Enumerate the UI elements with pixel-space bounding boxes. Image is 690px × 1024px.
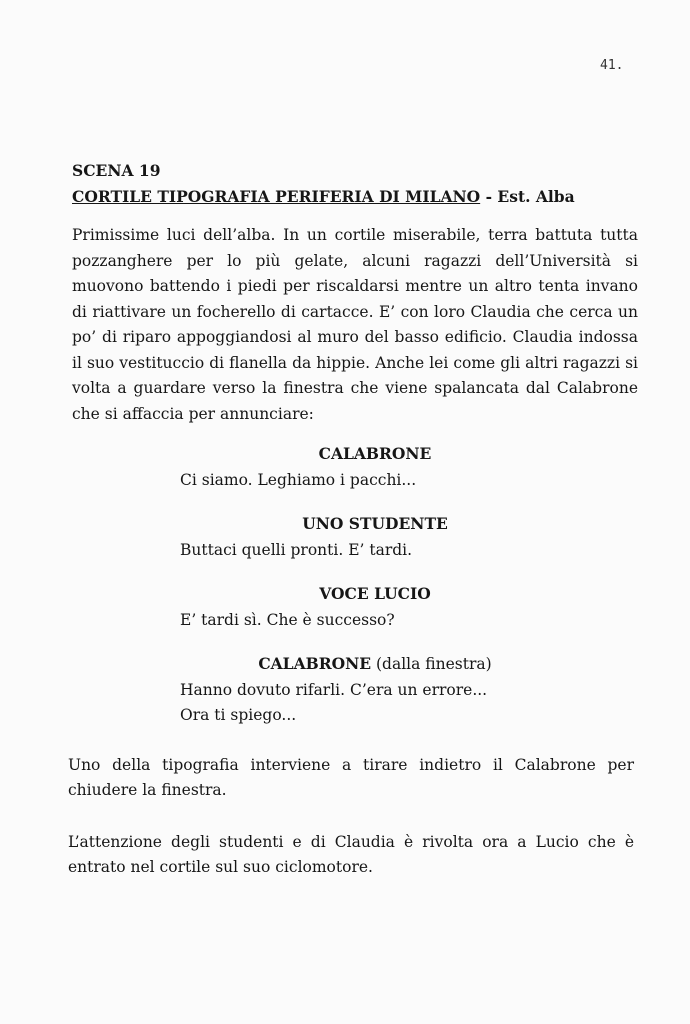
- character-name: [112, 581, 638, 608]
- parenthetical: (dalla finestra): [371, 655, 492, 673]
- dialogue-block: [72, 511, 638, 563]
- dialogue-block: [72, 441, 638, 493]
- action-paragraph: L’attenzione degli studenti e di Claudia è rivolta ora a Lucio che è entrato nel cortile sul suo ciclomotore.: [68, 832, 634, 876]
- scene-time: - Est. Alba: [480, 186, 575, 206]
- character-label: VOCE LUCIO: [319, 584, 431, 603]
- character-name: [112, 441, 638, 468]
- dialogue-line: Ora ti spiego...: [180, 706, 297, 724]
- page-number: 41.: [600, 58, 624, 73]
- character-name: [112, 511, 638, 538]
- action-paragraph: Uno della tipografia interviene a tirare indietro il Calabrone per chiudere la finestra.: [68, 755, 634, 799]
- dialogue-line: E’ tardi sì. Che è successo?: [180, 610, 395, 629]
- scene-number: SCENA 19: [72, 161, 161, 180]
- scene-heading: [72, 184, 638, 210]
- scene-location: CORTILE TIPOGRAFIA PERIFERIA DI MILANO: [72, 186, 481, 206]
- dialogue-line: Hanno dovuto rifarli. C’era un errore...: [180, 680, 488, 699]
- character-label: CALABRONE: [318, 444, 432, 463]
- dialogue-block: [72, 581, 638, 633]
- dialogue-block: [72, 651, 638, 729]
- dialogue-line: Ci siamo. Leghiamo i pacchi...: [180, 470, 417, 489]
- dialogue-line: Buttaci quelli pronti. E’ tardi.: [180, 540, 413, 559]
- character-label: UNO STUDENTE: [302, 514, 448, 533]
- action-paragraph: Primissime luci dell’alba. In un cortile miserabile, terra battuta tutta pozzanghere per lo più gelate, alcuni ragazzi dell’Università si muovono battendo i piedi per riscaldarsi mentre un altro tenta invano di riattivare un focherello di cartacce. E’ con loro Claudia che cerca un po’ di riparo appoggiandosi al muro del basso edificio. Claudia indossa il suo vestituccio di flanella da hippie. Anche lei come gli altri ragazzi si volta a guardare verso la finestra che viene spalancata dal Calabrone che si affaccia per annunciare:: [72, 226, 638, 423]
- script-page-body: [68, 158, 638, 881]
- character-name: [112, 651, 638, 678]
- character-label: CALABRONE: [258, 654, 372, 673]
